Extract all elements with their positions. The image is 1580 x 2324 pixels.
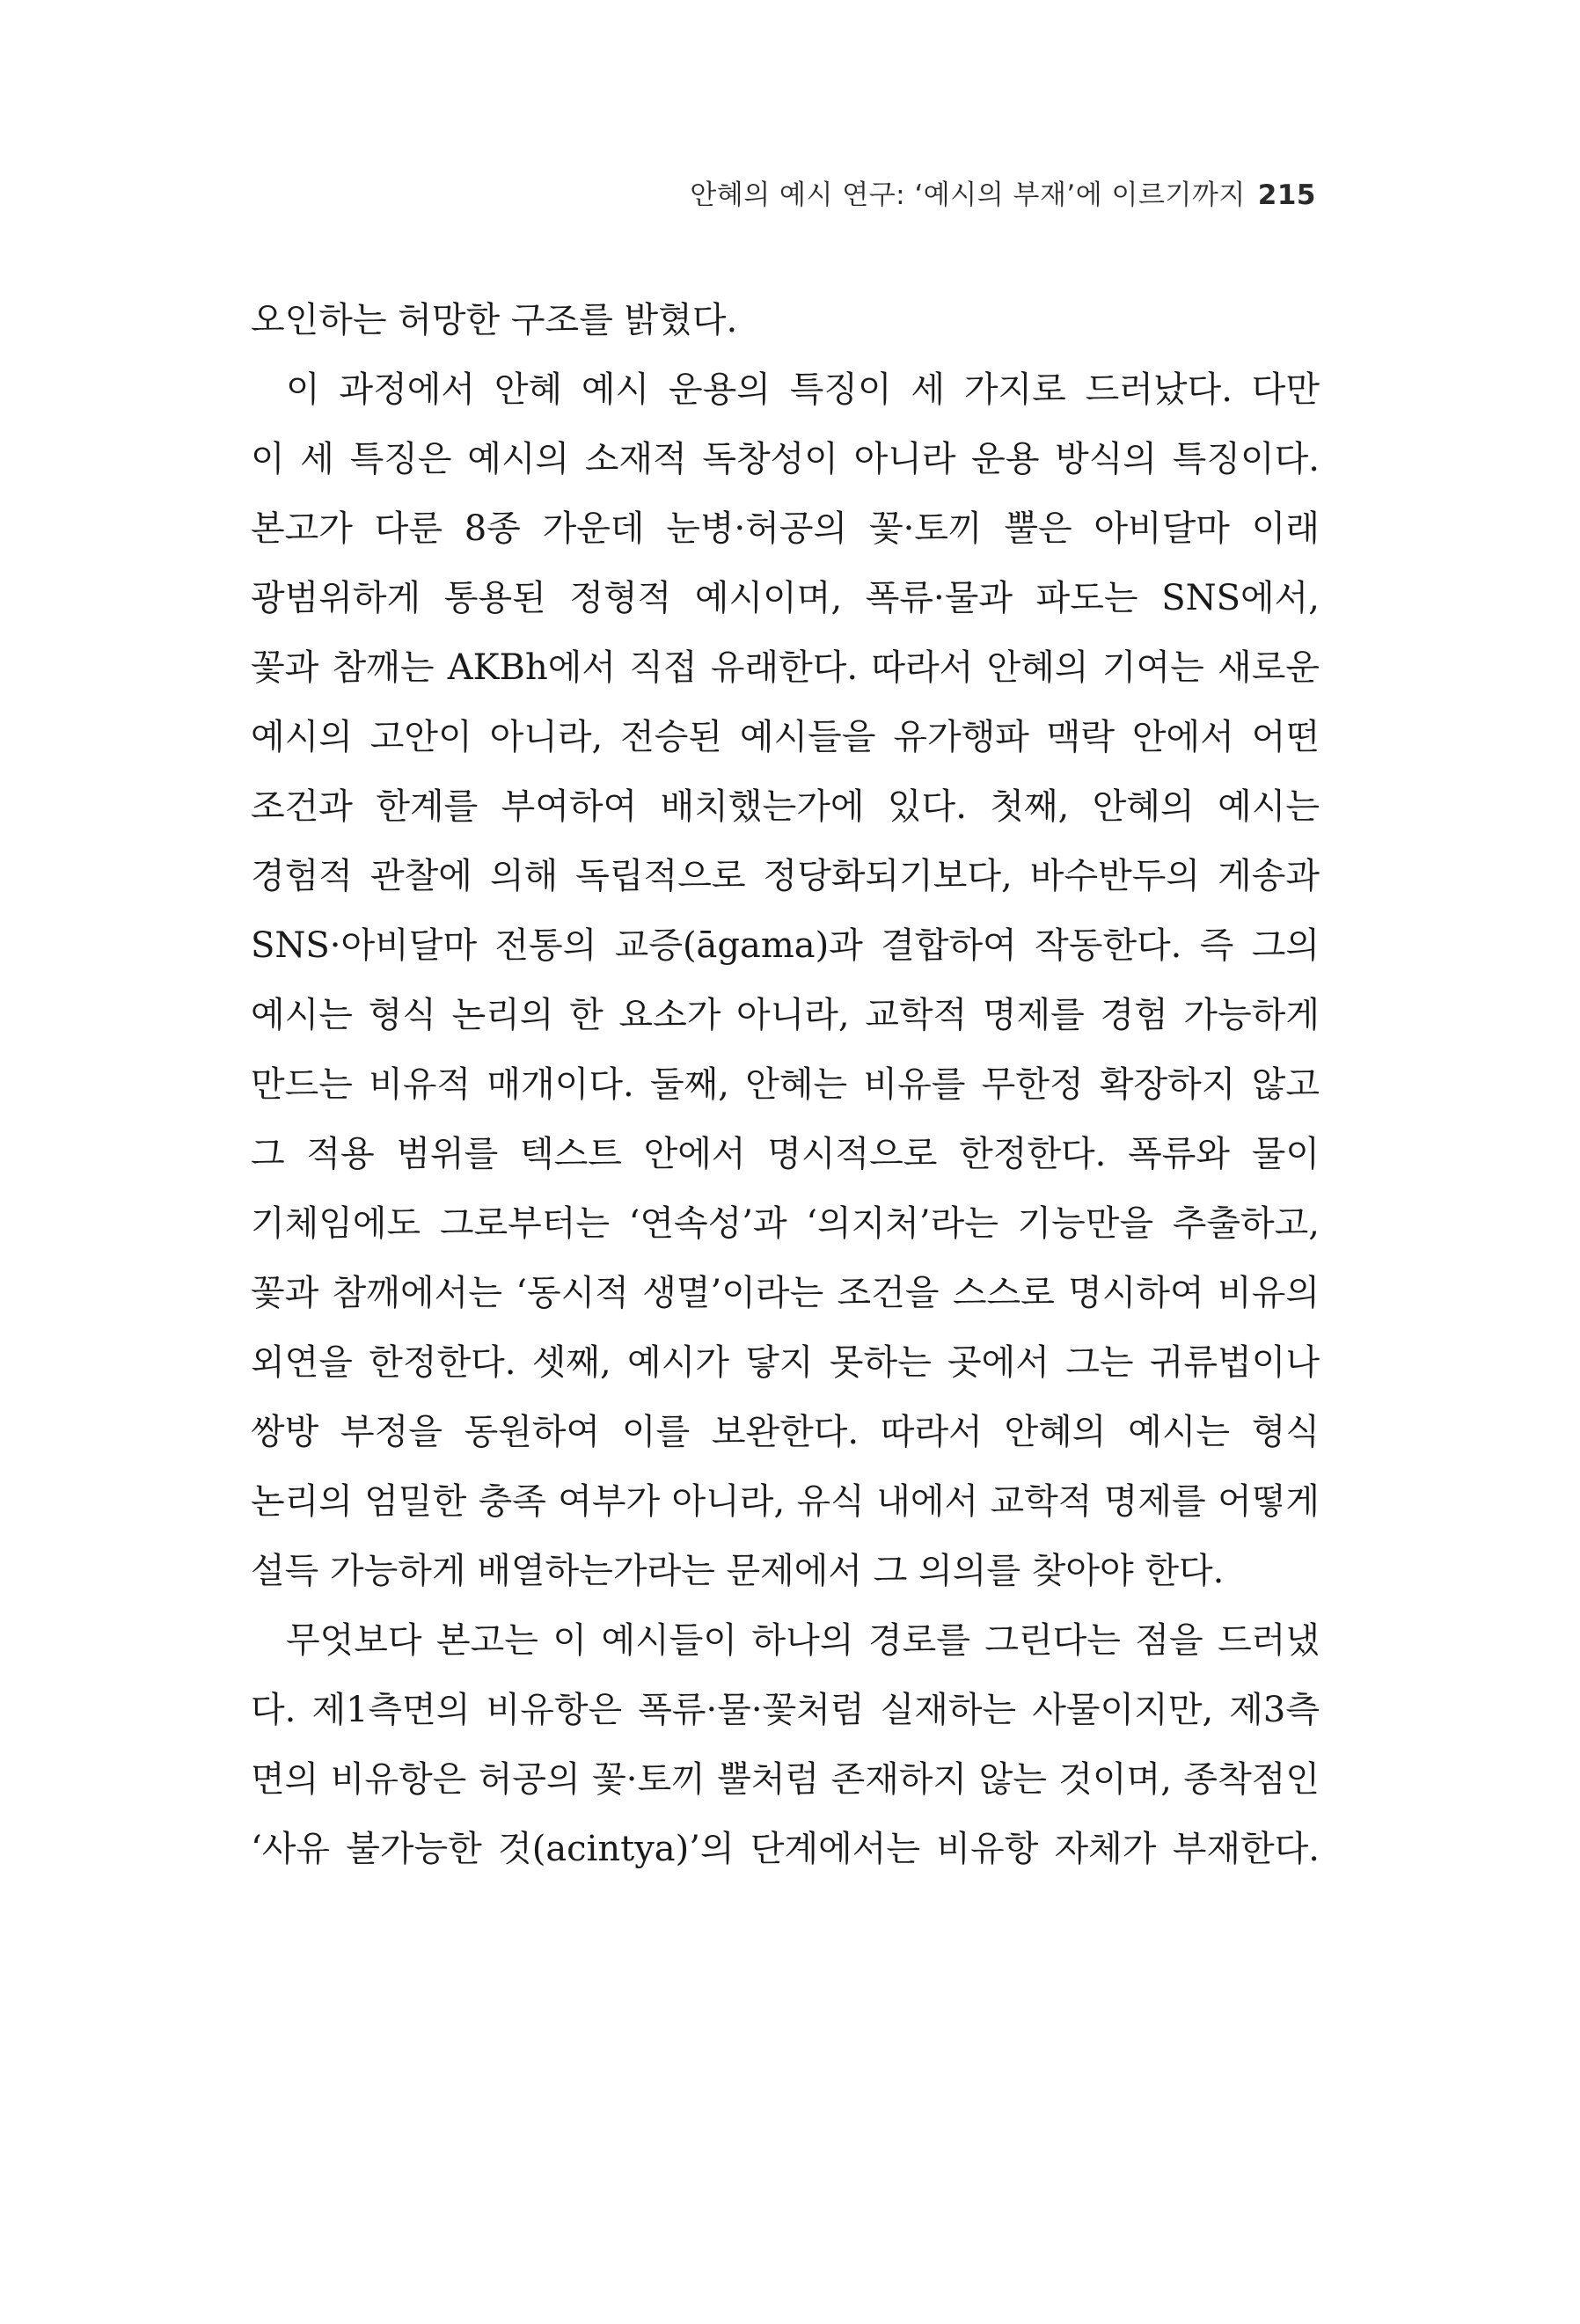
text-line: 기체임에도 그로부터는 ‘연속성’과 ‘의지처’라는 기능만을 추출하고, (251, 1203, 1320, 1244)
page-number: 215 (1257, 179, 1316, 211)
text-line: 무엇보다 본고는 이 예시들이 하나의 경로를 그린다는 점을 드러냈 (286, 1620, 1320, 1661)
text-line: 쌍방 부정을 동원하여 이를 보완한다. 따라서 안혜의 예시는 형식 (251, 1412, 1320, 1452)
text-line: 이 과정에서 안혜 예시 운용의 특징이 세 가지로 드러났다. 다만 (286, 369, 1320, 410)
text-line: 조건과 한계를 부여하여 배치했는가에 있다. 첫째, 안혜의 예시는 (251, 786, 1320, 827)
text-line: 다. 제1측면의 비유항은 폭류·물·꽃처럼 실재하는 사물이지만, 제3측 (251, 1690, 1320, 1730)
running-title: 안혜의 예시 연구: ‘예시의 부재’에 이르기까지 (690, 179, 1246, 211)
text-line: 그 적용 범위를 텍스트 안에서 명시적으로 한정한다. 폭류와 물이 (251, 1134, 1320, 1174)
text-line: SNS·아비달마 전통의 교증(āgama)과 결합하여 작동한다. 즉 그의 (251, 925, 1320, 966)
text-line: 광범위하게 통용된 정형적 예시이며, 폭류·물과 파도는 SNS에서, (251, 578, 1320, 618)
body-text (251, 286, 1320, 1884)
text-line: 논리의 엄밀한 충족 여부가 아니라, 유식 내에서 교학적 명제를 어떻게 (251, 1481, 1320, 1522)
text-line: 오인하는 허망한 구조를 밝혔다. (251, 300, 738, 340)
running-header (690, 172, 1316, 212)
text-line: 예시의 고안이 아니라, 전승된 예시들을 유가행파 맥락 안에서 어떤 (251, 717, 1320, 757)
text-line: 외연을 한정한다. 셋째, 예시가 닿지 못하는 곳에서 그는 귀류법이나 (251, 1342, 1320, 1383)
text-line: 설득 가능하게 배열하는가라는 문제에서 그 의의를 찾아야 한다. (251, 1551, 1225, 1591)
text-line: ‘사유 불가능한 것(acintya)’의 단계에서는 비유항 자체가 부재한다. (251, 1829, 1320, 1869)
text-line: 본고가 다룬 8종 가운데 눈병·허공의 꽃·토끼 뿔은 아비달마 이래 (251, 508, 1320, 549)
text-line: 면의 비유항은 허공의 꽃·토끼 뿔처럼 존재하지 않는 것이며, 종착점인 (251, 1759, 1320, 1800)
text-line: 이 세 특징은 예시의 소재적 독창성이 아니라 운용 방식의 특징이다. (251, 439, 1320, 479)
text-line: 꽃과 참깨는 AKBh에서 직접 유래한다. 따라서 안혜의 기여는 새로운 (251, 647, 1320, 688)
text-line: 예시는 형식 논리의 한 요소가 아니라, 교학적 명제를 경험 가능하게 (251, 995, 1320, 1035)
text-line: 만드는 비유적 매개이다. 둘째, 안혜는 비유를 무한정 확장하지 않고 (251, 1064, 1320, 1105)
text-line: 경험적 관찰에 의해 독립적으로 정당화되기보다, 바수반두의 게송과 (251, 856, 1320, 896)
text-line: 꽃과 참깨에서는 ‘동시적 생멸’이라는 조건을 스스로 명시하여 비유의 (251, 1273, 1320, 1313)
